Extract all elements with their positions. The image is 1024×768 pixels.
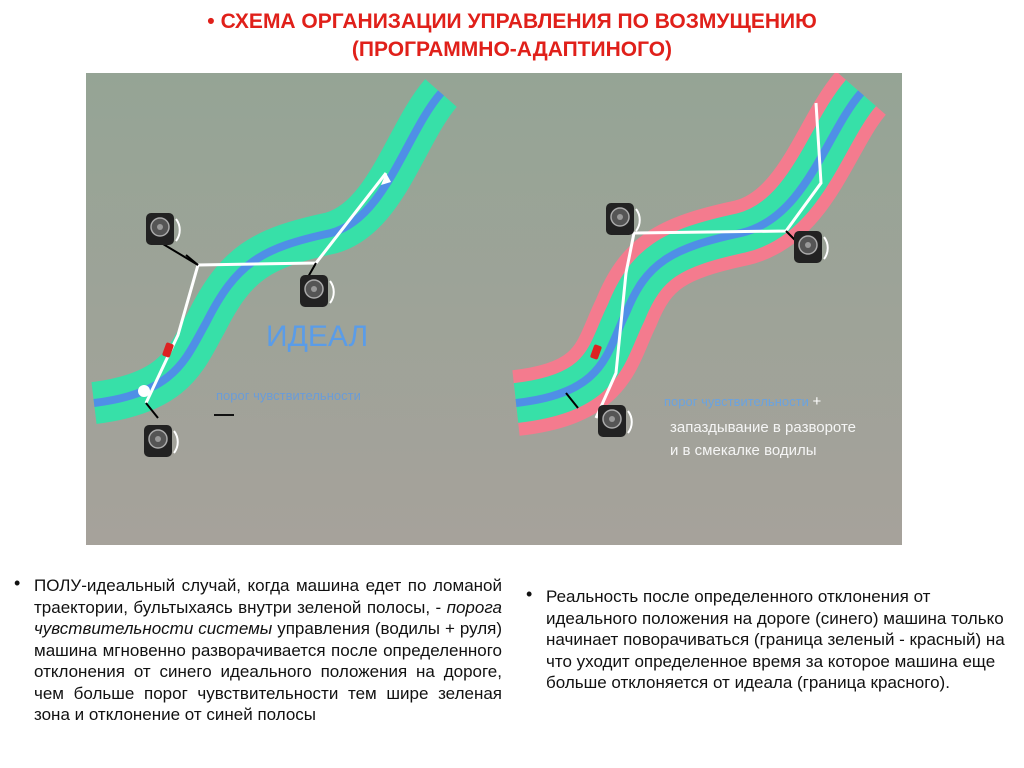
slide-title <box>0 8 1024 64</box>
title-bullet: • <box>207 10 215 33</box>
right-delay-label: запаздывание в развороте <box>670 419 856 436</box>
right-threshold-label: порог чувствительности + <box>664 393 822 410</box>
diagram-svg <box>86 73 902 545</box>
right-driver-label: и в смекалке водилы <box>670 442 817 459</box>
left-caption <box>14 573 502 726</box>
left-threshold-label: порог чувствительности <box>216 388 361 403</box>
left-caption-emphasis: порога чувствительности системы <box>34 597 502 638</box>
right-caption-text: Реальность после определенного отклонения от идеального положения на дороге (синего) машина только начинает поворачиваться (граница зеленый - красный) на что уходит определенное время за которое машина еще больше отклоняется от идеала (граница красного). <box>546 587 1005 692</box>
left-caption-part-1: ПОЛУ-идеальный случай, когда машина едет по ломаной траектории, бультыхаясь внутри зеленой полосы, - <box>34 576 502 617</box>
ideal-label: ИДЕАЛ <box>266 320 369 353</box>
left-caption-part-2: управления (водилы + руля) машина мгновенно разворачивается после определенного отклонения от синего идеального положения на дороге, чем больше порог чувствительности тем шире зеленая зона и отклонение от синей полосы <box>34 619 502 724</box>
title-line-2: (ПРОГРАММНО-АДАПТИНОГО) <box>351 38 673 61</box>
right-caption <box>526 584 1006 694</box>
right-bullet: • <box>526 584 533 604</box>
title-line-1: СХЕМА ОРГАНИЗАЦИИ УПРАВЛЕНИЯ ПО ВОЗМУЩЕНИЮ <box>220 10 817 33</box>
left-bullet: • <box>14 573 21 593</box>
diagram-figure <box>86 73 902 545</box>
